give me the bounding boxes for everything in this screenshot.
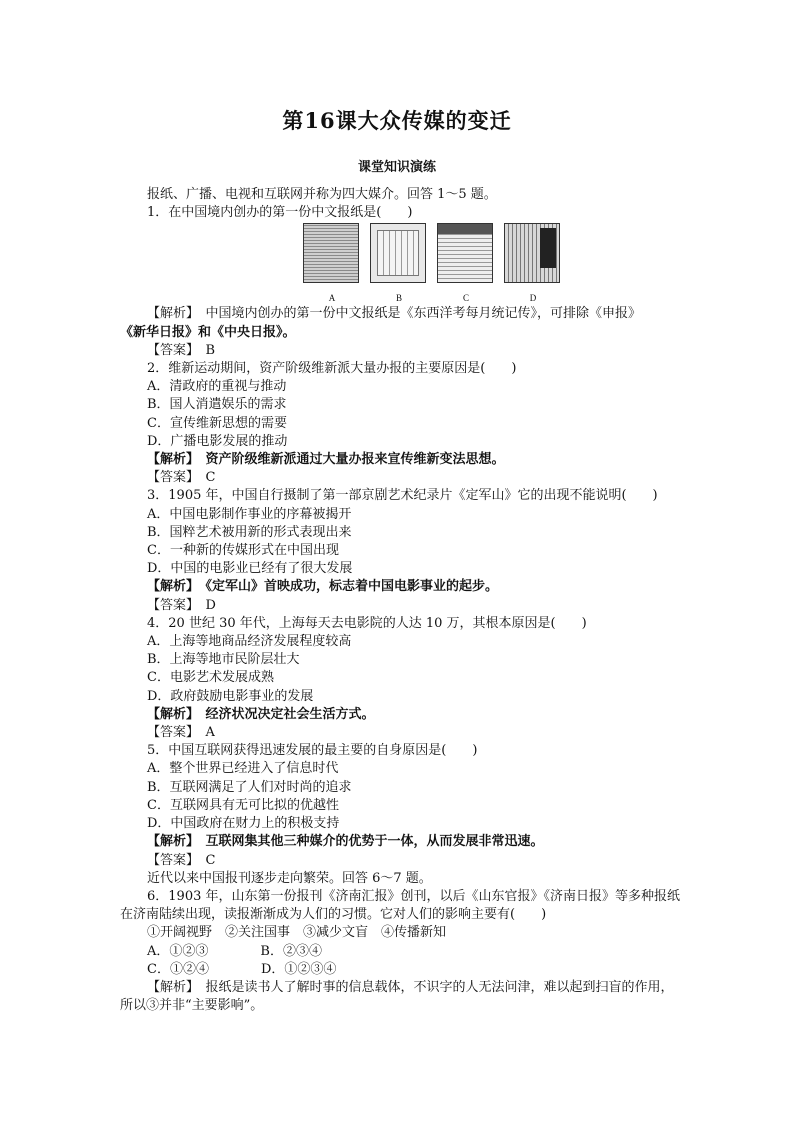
- option: B．上海等地市民阶层壮大: [147, 652, 300, 668]
- newspaper-image-d: [504, 223, 560, 283]
- option: D．政府鼓励电影事业的发展: [147, 688, 314, 704]
- figure-label: B: [395, 293, 402, 304]
- option-row: A．①②③ B．②③④: [147, 943, 322, 959]
- option: C．宣传维新思想的需要: [147, 415, 287, 431]
- option: D．广播电影发展的推动: [147, 433, 288, 449]
- question-5-stem: 5．中国互联网获得迅速发展的最主要的自身原因是( ): [147, 743, 478, 759]
- newspaper-image-a: [303, 223, 359, 283]
- intro-text-2: 近代以来中国报刊逐步走向繁荣。回答 6～7 题。: [147, 870, 432, 886]
- option: C．一种新的传媒形式在中国出现: [147, 543, 339, 559]
- option: A．整个世界已经进入了信息时代: [147, 761, 339, 777]
- page-title: 第16课大众传媒的变迁: [282, 108, 512, 133]
- option: B．国粹艺术被用新的形式表现出来: [147, 524, 352, 540]
- question-2-answer: 【答案】 C: [147, 470, 216, 486]
- option: D．中国的电影业已经有了很大发展: [147, 561, 353, 577]
- option: A．清政府的重视与推动: [147, 379, 287, 395]
- question-1-answer: 【答案】 B: [147, 342, 216, 358]
- option: A．上海等地商品经济发展程度较高: [147, 634, 352, 650]
- question-1-analysis: 【解析】 中国境内创办的第一份中文报纸是《东西洋考每月统记传》，可排除《申报》: [147, 306, 642, 322]
- question-2-analysis: 【解析】 资产阶级维新派通过大量办报来宣传维新变法思想。: [147, 452, 505, 468]
- question-1-analysis-continued: 《新华日报》和《中央日报》。: [120, 324, 296, 340]
- option: C．互联网具有无可比拟的优越性: [147, 797, 339, 813]
- newspaper-figures: [120, 223, 685, 304]
- figure-label: D: [529, 293, 537, 304]
- figure-label: C: [462, 293, 469, 304]
- section-subtitle: 课堂知识演练: [357, 160, 436, 175]
- question-1-stem: 1．在中国境内创办的第一份中文报纸是( ): [147, 205, 413, 221]
- figure-a: [303, 223, 361, 304]
- question-2-stem: 2．维新运动期间，资产阶级维新派大量办报的主要原因是( ): [147, 361, 517, 377]
- option: B．互联网满足了人们对时尚的追求: [147, 779, 352, 795]
- question-4-answer: 【答案】 A: [147, 725, 215, 741]
- question-6-stem: 6．1903 年，山东第一份报刊《济南汇报》创刊，以后《山东官报》《济南日报》等多种报纸在济南陆续出现，读报渐渐成为人们的习惯。它对人们的影响主要有( ): [120, 888, 680, 923]
- question-6-analysis: 【解析】 报纸是读书人了解时事的信息载体，不识字的人无法问津，难以起到扫盲的作用，所以③并非“主要影响”。: [120, 979, 674, 1014]
- option: B．国人消遣娱乐的需求: [147, 397, 287, 413]
- content-body: [120, 186, 685, 1015]
- figure-c: [437, 223, 495, 304]
- option: D．中国政府在财力上的积极支持: [147, 816, 340, 832]
- option: C．电影艺术发展成熟: [147, 670, 274, 686]
- newspaper-image-c: [437, 223, 493, 283]
- question-5-analysis: 【解析】 互联网集其他三种媒介的优势于一体，从而发展非常迅速。: [147, 834, 544, 850]
- question-4-stem: 4．20 世纪 30 年代，上海每天去电影院的人达 10 万，其根本原因是( ): [147, 615, 587, 631]
- figure-label: A: [328, 293, 336, 304]
- question-4-analysis: 【解析】 经济状况决定社会生活方式。: [147, 706, 375, 722]
- option-row: C．①②④ D．①②③④: [147, 961, 337, 977]
- question-3-answer: 【答案】 D: [147, 597, 216, 613]
- question-5-answer: 【答案】 C: [147, 852, 216, 868]
- question-3-analysis: 【解析】 《定军山》首映成功，标志着中国电影事业的起步。: [147, 579, 499, 595]
- figure-b: [370, 223, 428, 304]
- intro-text: 报纸、广播、电视和互联网并称为四大媒介。回答 1～5 题。: [147, 187, 497, 202]
- question-3-stem: 3．1905 年，中国自行摄制了第一部京剧艺术纪录片《定军山》它的出现不能说明( ): [147, 488, 658, 504]
- figure-d: [504, 223, 562, 304]
- option: A．中国电影制作事业的序幕被揭开: [147, 506, 352, 522]
- question-6-items: ①开阔视野 ②关注国事 ③减少文盲 ④传播新知: [147, 925, 447, 941]
- newspaper-image-b: [370, 223, 426, 283]
